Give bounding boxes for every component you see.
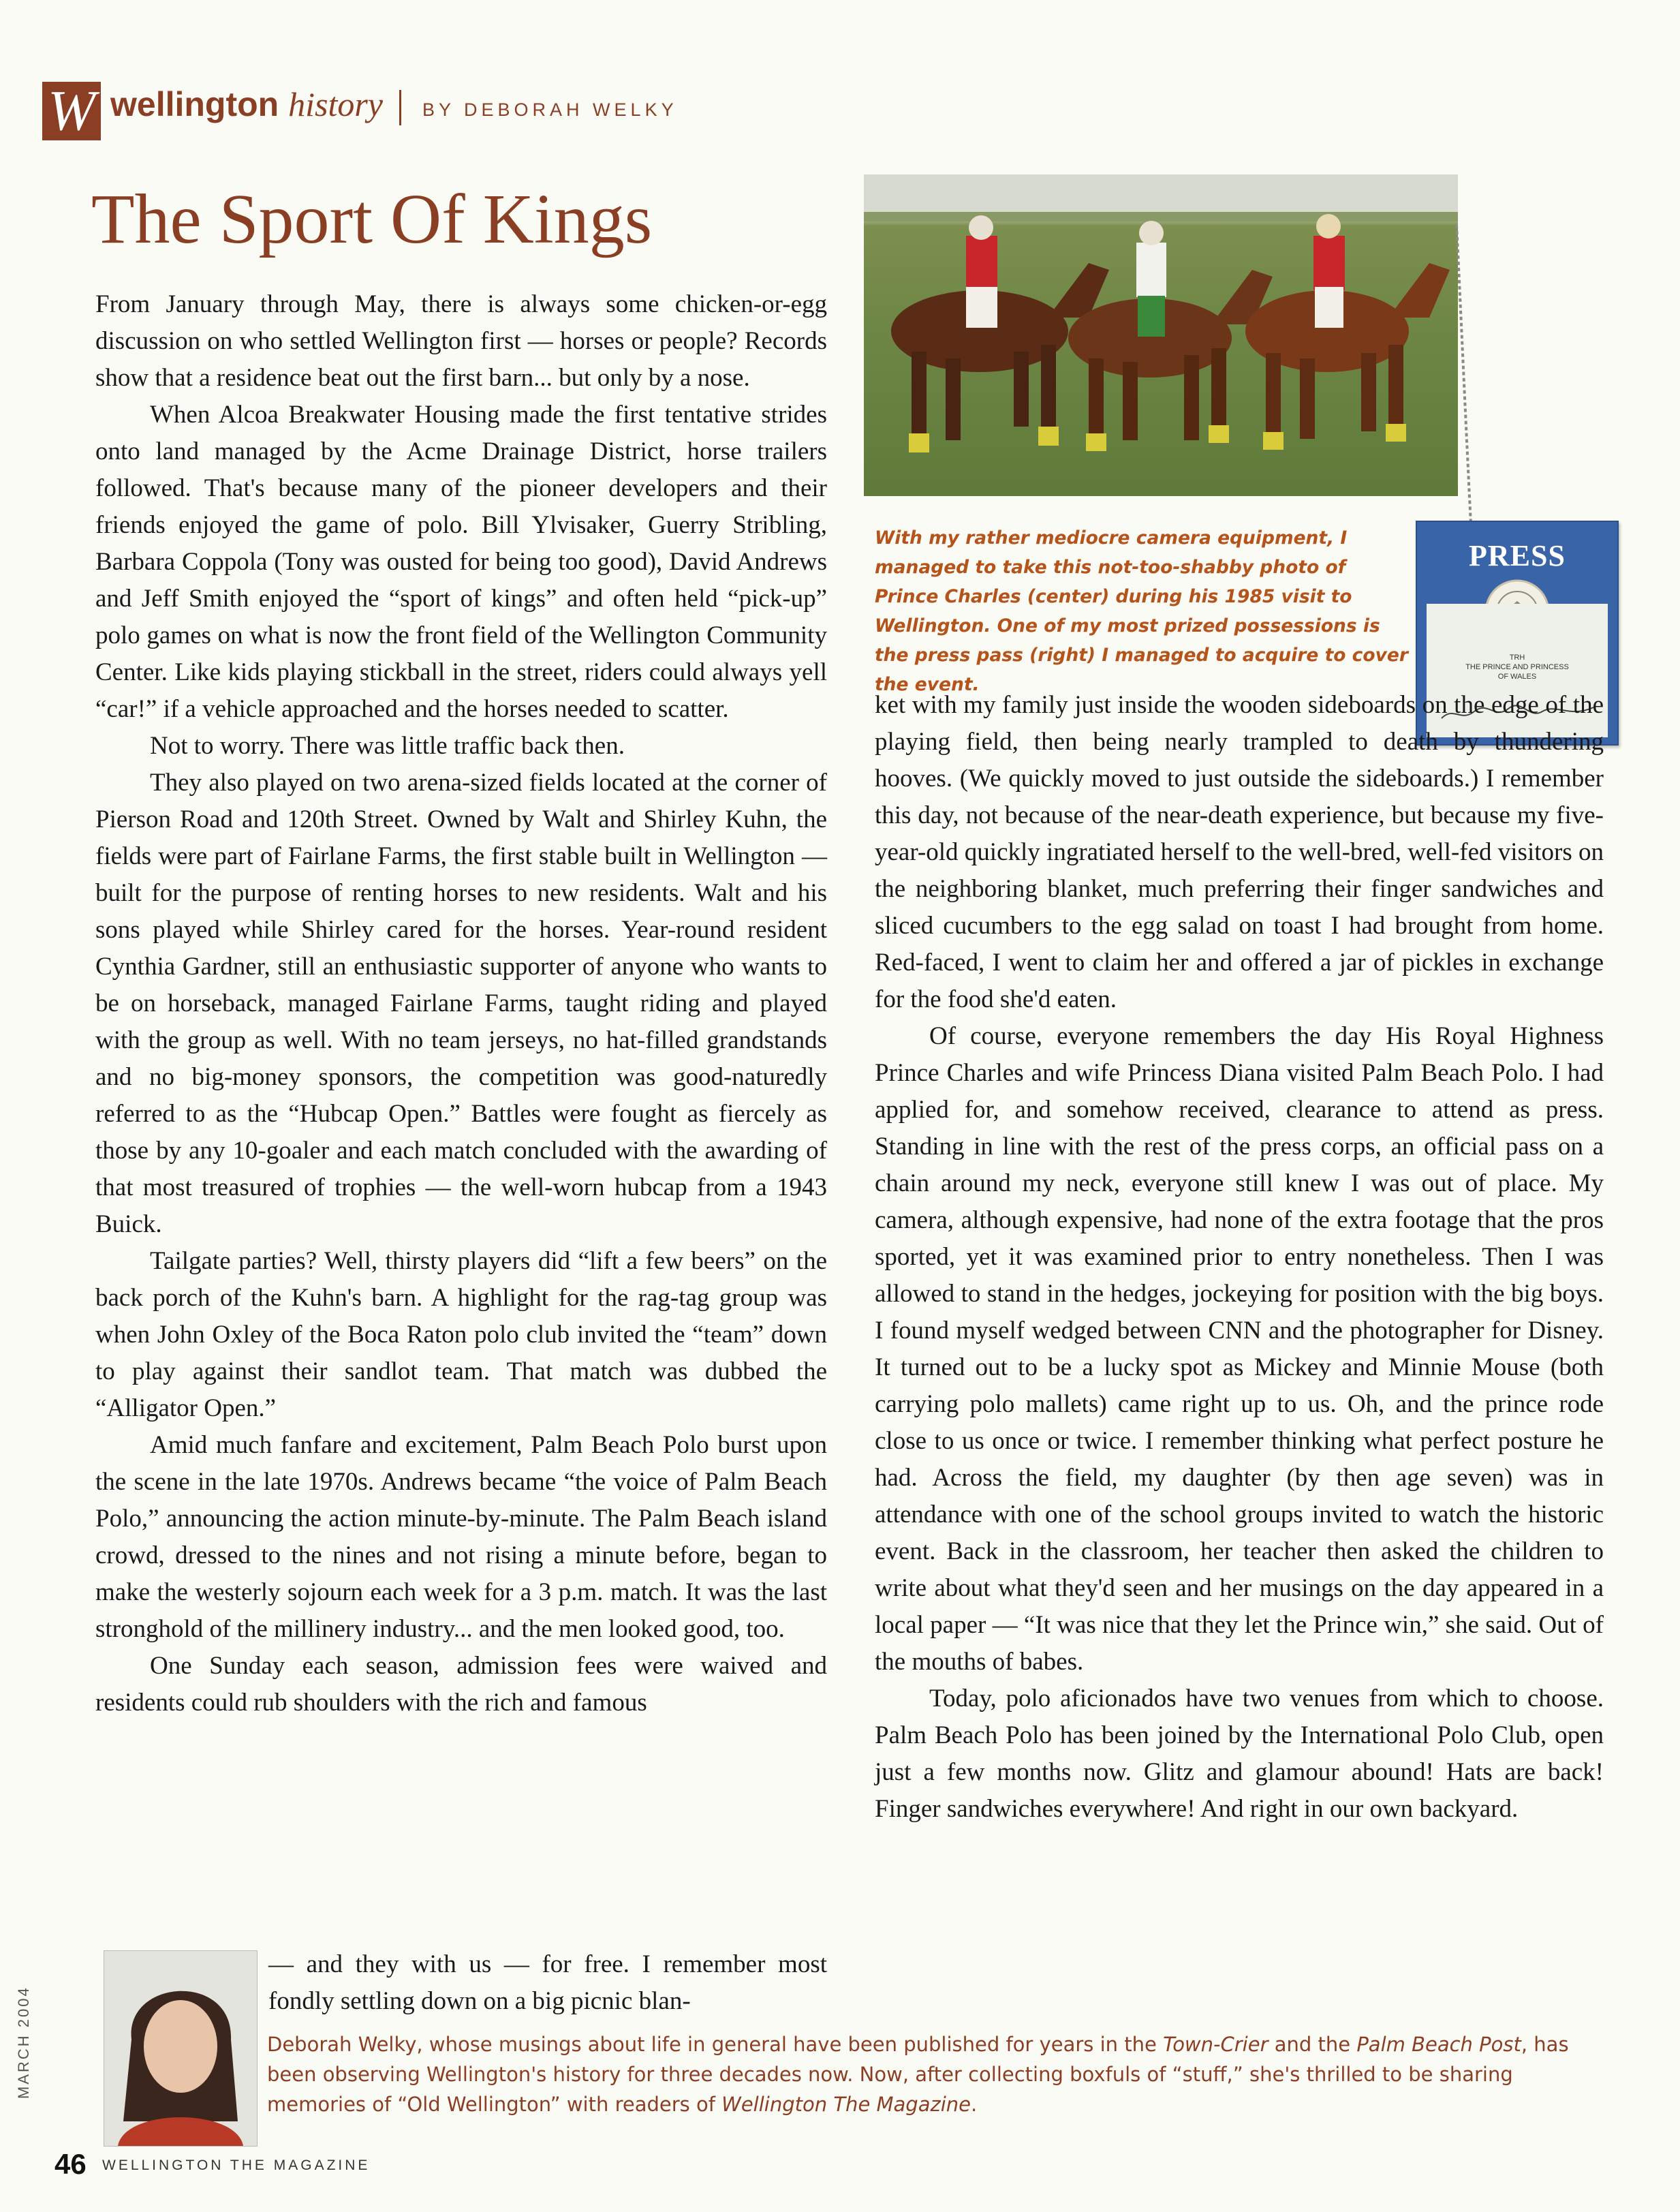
paragraph: One Sunday each season, admission fees were waived and residents could rub shoulders with the rich and famous [95,1652,827,1717]
bio-text: , has been observing Wellington's history for three decades now. Now, after collecting boxfuls of “stuff,” she's thrilled to be sharing memories of “Old Wellington” with readers of [267,2033,1569,2116]
paragraph: Of course, everyone remembers the day His Royal Highness Prince Charles and wife Princess Diana visited Palm Beach Polo. I had applied for, and somehow received, clearance to attend as press. Standing in line with the rest of the press corps, an official pass on a chain around my neck, everyone still knew I was out of place. My camera, although expensive, had none of the extra footage that the pros sported, yet it was examined prior to entry nonetheless. Then I was allowed to stand in the hedges, jockeying for position with the big boys. I found myself wedged between CNN and the photographer for Disney. It turned out to be a lucky spot as Mickey and Minnie Mouse (both carrying polo mallets) came right up to us. Oh, and the prince rode close to us once or twice. I remember thinking what perfect posture he had. Across the field, my daughter (by then age seven) was in attendance with one of the school groups invited to watch the historic event. Back in the classroom, her teacher then asked the children to write about what they'd seen and her musings on the day appeared in a local paper — “It was nice that they let the Prince win,” she said. Out of the mouths of babes. [875,1022,1604,1676]
polo-horses-illustration [864,174,1458,496]
author-photo [104,1950,258,2147]
polo-match-photo [864,174,1458,496]
bio-publication: Town-Crier [1163,2033,1269,2056]
paragraph: ket with my family just inside the wooden sideboards on the edge of the playing field, then being nearly trampled to death by thundering hooves. (We quickly moved to just outside the sideboards.) I remember this day, not because of the near-death experience, but because my five-year-old quickly ingratiated herself to the well-bred, well-fed visitors on the neighboring blanket, much preferring their finger sandwiches and sliced cucumbers to the egg salad on toast I had brought from home. Red-faced, I went to claim her and offered a jar of pickles in exchange for the food she'd eaten. [875,691,1604,1013]
bio-publication: Palm Beach Post [1356,2033,1521,2056]
byline: BY DEBORAH WELKY [422,99,678,120]
left-column-tail [268,1946,827,2020]
header-divider [399,90,401,125]
paragraph: They also played on two arena-sized fields located at the corner of Pierson Road and 120th Street. Owned by Walt and Shirley Kuhn, the fields were part of Fairlane Farms, the first stable built in Wellington — built for the purpose of renting horses to new residents. Walt and his sons played while Shirley cared for the horses. Year-round resident Cynthia Gardner, still an enthusiastic supporter of anyone who wants to be on horseback, managed Fairlane Farms, taught riding and played with the group as well. With no team jerseys, no hat-filled grandstands and no big-money sponsors, the competition was good-naturedly referred to as the “Hubcap Open.” Battles were fought as fiercely as those by any 10-goaler and each match concluded with the awarding of that most treasured of trophies — the well-worn hubcap from a 1943 Buick. [95,769,827,1238]
magazine-logo-icon: W [42,82,101,140]
press-pass-line: TRH [1509,654,1525,662]
section-name [110,85,383,124]
bio-text: and the [1268,2033,1357,2056]
paragraph: Amid much fanfare and excitement, Palm Beach Polo burst upon the scene in the late 1970s. Andrews became “the voice of Palm Beach Polo,” announcing the action minute-by-minute. The Palm Beach island crowd, dressed to the nines and not rising a minute before, began to make the westerly sojourn each week for a 3 p.m. match. It was the last stronghold of the millinery industry... and the men looked good, too. [95,1431,827,1643]
author-bio [267,2029,1616,2119]
publication-name: WELLINGTON THE MAGAZINE [102,2157,371,2173]
paragraph: Today, polo aficionados have two venues from which to choose. Palm Beach Polo has been joined by the International Polo Club, open just a few months now. Glitz and glamour abound! Hats are back! Finger sandwiches everywhere! And right in our own backyard. [875,1685,1604,1823]
bio-publication: Wellington The Magazine [721,2093,971,2116]
issue-date: MARCH 2004 [15,1986,32,2099]
paragraph: Not to worry. There was little traffic back then. [150,732,625,760]
press-pass-line: OF WALES [1497,673,1537,681]
bio-text: Deborah Welky, whose musings about life in general have been published for years in the [267,2033,1164,2056]
section-name-italic: history [288,85,384,123]
bio-text: . [970,2093,978,2116]
press-pass-line: THE PRINCE AND PRINCESS [1465,663,1569,671]
author-portrait-icon [104,1951,257,2146]
right-column [875,687,1604,1828]
article-title: The Sport Of Kings [91,180,653,258]
paragraph: From January through May, there is always some chicken-or-egg discussion on who settled Wellington first — horses or people? Records show that a residence beat out the first barn... but only by a nose. [95,290,827,392]
section-name-bold: wellington [110,85,279,123]
paragraph: When Alcoa Breakwater Housing made the first tentative strides onto land managed by the Acme Drainage District, horse trailers followed. That's because many of the pioneer developers and their friends enjoyed the game of polo. Bill Ylvisaker, Guerry Stribling, Barbara Coppola (Tony was ousted for being too good), David Andrews and Jeff Smith enjoyed the “sport of kings” and often held “pick-up” polo games on what is now the front field of the Wellington Community Center. Like kids playing stickball in the street, riders could always yell “car!” if a vehicle approached and the horses needed to scatter. [95,401,827,723]
left-column [95,286,827,1721]
page-number: 46 [55,2148,87,2180]
press-pass-chain [1452,225,1480,545]
paragraph: Tailgate parties? Well, thirsty players did “lift a few beers” on the back porch of the Kuhn's barn. A highlight for the rag-tag group was when John Oxley of the Boca Raton polo club invited the “team” down to play against their sandlot team. That match was dubbed the “Alligator Open.” [95,1247,827,1422]
photo-caption: With my rather mediocre camera equipment, I managed to take this not-too-shabby photo of Prince Charles (center) during his 1985 visit to Wellington. One of my most prized possessions is the press pass (right) I managed to acquire to cover the event. [875,527,1408,695]
paragraph: — and they with us — for free. I remember most fondly settling down on a big picnic blan- [268,1950,827,2015]
press-pass-label: PRESS [1469,539,1566,572]
